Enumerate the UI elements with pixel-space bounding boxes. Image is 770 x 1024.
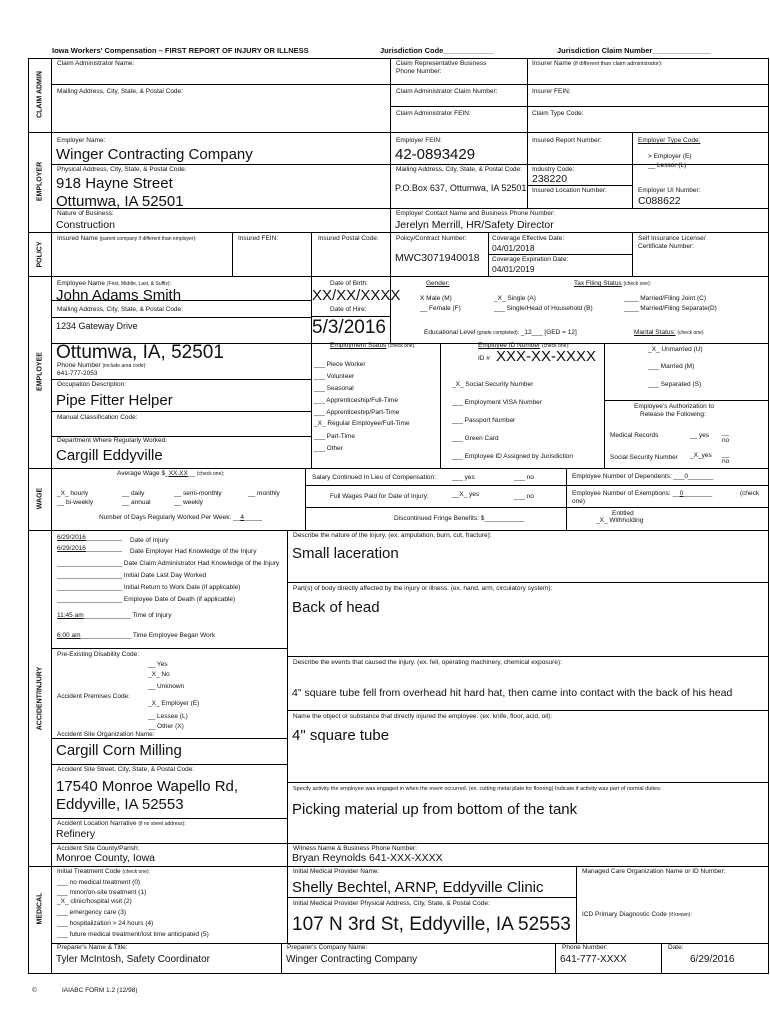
preexisting-label: Pre-Existing Disability Code:: [57, 651, 140, 658]
employee-city: Ottumwa, IA, 52501: [56, 342, 224, 363]
employer-ui: C088622: [638, 195, 681, 207]
section-employee: EMPLOYEE: [36, 352, 44, 391]
release-medical-no: no: [722, 437, 730, 444]
section-accident-injury: ACCIDENT/INJURY: [36, 666, 44, 731]
id-passport: ___ Passport Number: [452, 417, 516, 424]
preexisting-unknown: __ Unknown: [148, 683, 185, 690]
section-employer: EMPLOYER: [36, 161, 44, 202]
body-part-label: Part(s) of body directly affected by the injury or illness. (ex. hand, arm, circulatory system):: [293, 585, 553, 592]
employee-phone: 641-777-2053: [57, 370, 98, 377]
tax-married-separate: ____ Married/Filing Separate(D): [624, 305, 717, 312]
manual-class-label: Manual Classification Code:: [57, 414, 138, 421]
withholding: _X_ Withholding: [596, 517, 644, 524]
employee-id: XXX-XX-XXXX: [496, 348, 597, 365]
preparer-company-label: Preparer's Company Name:: [287, 944, 368, 951]
jurisdiction-claim-number: Jurisdiction Claim Number______________: [557, 46, 711, 55]
coverage-effective: 04/01/2018: [492, 243, 535, 253]
site-street-label: Accident Site Street, City, State, & Postal Code:: [57, 766, 195, 773]
section-claim-admin: CLAIM ADMIN: [36, 71, 44, 118]
employee-name: John Adams Smith: [56, 287, 182, 304]
preparer-phone: 641-777-XXXX: [560, 954, 627, 965]
employer-contact-label: Employer Contact Name and Business Phone Number:: [396, 210, 555, 217]
insured-location-label: Insured Location Number:: [532, 187, 607, 194]
claim-admin-fein-label: Claim Administrator FEIN:: [396, 110, 471, 117]
nature-business: Construction: [56, 219, 115, 231]
employee-id-label: Employee ID Number (check one):: [478, 342, 570, 349]
insured-fein-label: Insured FEIN:: [238, 235, 279, 242]
dependents: Employee Number of Dependents: ___0_______: [572, 473, 714, 480]
managed-care-label: Managed Care Organization Name or ID Number:: [582, 868, 726, 875]
authorization-label: Employee's Authorization to: [634, 403, 715, 410]
withholding-label: Entitled: [612, 510, 634, 517]
status-piece-worker: ___ Piece Worker: [314, 361, 366, 368]
time-began-work: 6:00 am______________ Time Employee Began Work: [57, 632, 216, 639]
injury-nature-label: Describe the nature of the injury. (ex. amputation, burn, cut, fracture):: [293, 532, 492, 539]
employer-mailing-label: Mailing Address, City, State, & Postal Code:: [396, 166, 522, 173]
claim-number-label: Claim Administrator Claim Number:: [396, 88, 498, 95]
return-to-work: __________________ Initial Return to Work Date (if applicable): [57, 584, 241, 591]
divider-wage-accident: [28, 530, 769, 531]
claim-admin-name-label: Claim Administrator Name:: [57, 60, 135, 67]
employer-name: Winger Contracting Company: [56, 146, 253, 163]
release-ssn-no-blank: __: [722, 451, 730, 458]
tax-single: _X_ Single (A): [494, 295, 536, 302]
section-policy: POLICY: [36, 241, 44, 268]
site-name-label: Accident Site Organization Name:: [57, 731, 155, 738]
status-apprentice-full: ___ Apprenticeship/Full-Time: [314, 397, 398, 404]
injury-date: 6/29/2016__________: [57, 534, 123, 541]
department-label: Department Where Regularly Worked:: [57, 437, 168, 444]
employer-fein-label: Employer FEIN:: [396, 137, 442, 144]
full-wages-label: Full Wages Paid for Date of Injury:: [330, 493, 429, 500]
witness-label: Witness Name & Business Phone Number:: [293, 845, 417, 852]
coverage-expiration-label: Coverage Expiration Date:: [492, 256, 569, 263]
insured-name-label: Insured Name (parent company if different than employer):: [57, 235, 197, 242]
exemptions-check-note: (check: [740, 490, 760, 497]
employer-type-lessor: __ Lessor (L): [648, 162, 687, 169]
full-wages-no: ___ no: [514, 493, 534, 500]
department: Cargill Eddyville: [56, 447, 163, 464]
preparer-name-label: Preparer's Name & Title:: [57, 944, 128, 951]
object: 4" square tube: [292, 727, 390, 744]
divider-claim-employer: [28, 132, 769, 133]
preparer-date: 6/29/2016: [690, 954, 735, 965]
wage-monthly: __ monthly: [248, 490, 280, 497]
form-title: Iowa Workers' Compensation – FIRST REPORT OF INJURY OR ILLNESS: [52, 46, 309, 55]
employer-street: 918 Hayne Street: [56, 175, 173, 192]
wage-semi-monthly: __ semi-monthly: [174, 490, 222, 497]
salary-continued-no: ___ no: [514, 474, 534, 481]
section-medical: MEDICAL: [36, 892, 44, 925]
form-number: IAIABC FORM 1.2 (12/98): [62, 987, 138, 994]
salary-continued-yes: ___ yes: [452, 474, 475, 481]
premises-other: __ Other (X): [148, 723, 184, 730]
employer-fein: 42-0893429: [395, 146, 476, 163]
release-ssn-no: no: [722, 458, 730, 465]
wage-hourly: _X_ hourly: [57, 490, 89, 497]
employee-phone-label: Phone Number (include area code):: [57, 362, 147, 369]
events: 4" square tube fell from overhead hit hard hat, then came into contact with the back of his head: [292, 687, 733, 699]
salary-continued-label: Salary Continued In Lieu of Compensation:: [312, 474, 436, 481]
gender-label: Gender:: [426, 280, 450, 287]
authorization-label-2: Release the Following:: [640, 411, 706, 418]
section-column-divider: [51, 58, 52, 974]
employer-name-label: Employer Name:: [57, 137, 106, 144]
preexisting-yes: __ Yes: [148, 661, 168, 668]
site-city: Eddyville, IA 52553: [56, 796, 184, 813]
divider-accident-medical: [28, 866, 769, 867]
treatment-label: Initial Treatment Code (check one):: [57, 868, 150, 875]
nature-business-label: Nature of Business:: [57, 210, 114, 217]
preparer-phone-label: Phone Number:: [562, 944, 608, 951]
treatment-none: ___ no medical treatment (0): [57, 879, 141, 886]
premises-employer: _X_ Employer (E): [148, 700, 200, 707]
release-medical-yes: __ yes: [690, 432, 710, 439]
status-regular: _X_ Regular Employee/Full-Time: [314, 420, 410, 427]
injury-nature: Small laceration: [292, 545, 399, 562]
gender-female: __ Female (F): [420, 305, 461, 312]
preexisting-no: _X_ No: [148, 671, 170, 678]
hire-date-label: Date of Hire:: [330, 306, 367, 313]
claim-type-label: Claim Type Code:: [532, 110, 584, 117]
id-visa: ___ Employment VISA Number: [452, 399, 542, 406]
status-other: ___ Other: [314, 445, 343, 452]
employer-physical-label: Physical Address, City, State, & Postal Code:: [57, 166, 187, 173]
tax-married-joint: ____ Married/Filing Joint (C): [624, 295, 707, 302]
treatment-hospital: ___ hospitalization > 24 hours (4): [57, 920, 154, 927]
claim-rep-phone-label-2: Phone Number:: [396, 68, 442, 75]
last-day-worked: __________________ Initial Date Last Day Worked: [57, 572, 207, 579]
id-assigned: ___ Employee ID Assigned by Jurisdiction: [452, 453, 574, 460]
events-label: Describe the events that caused the injury. (ex. fell, operating machinery, chemical exposure):: [293, 659, 562, 666]
coverage-expiration: 04/01/2019: [492, 264, 535, 274]
wage-annual: __ annual: [122, 499, 151, 506]
date-of-death: __________________ Employee Date of Death (if applicable): [57, 596, 236, 603]
site-street: 17540 Monroe Wapello Rd,: [56, 778, 239, 795]
claim-rep-phone-label: Claim Representative Business: [396, 60, 487, 67]
site-name: Cargill Corn Milling: [56, 742, 182, 759]
status-volunteer: ___ Volunteer: [314, 373, 355, 380]
wage-weekly: __ weekly: [174, 499, 203, 506]
knowledge-date-label: Date Employer Had Knowledge of the Injury: [130, 548, 257, 555]
treatment-clinic: _X_ clinic/hospital visit (2): [57, 898, 132, 905]
treatment-emergency: ___ emergency care (3): [57, 909, 127, 916]
admin-knowledge-date: __________________ Date Claim Administrator Had Knowledge of the Injury: [57, 560, 280, 567]
employment-status-label: Employment Status (check one):: [330, 342, 416, 349]
jurisdiction-code: Jurisdiction Code____________: [380, 46, 494, 55]
id-green-card: ___ Green Card: [452, 435, 499, 442]
premises-lessee: __ Lessee (L): [148, 713, 188, 720]
policy-number-label: Policy/Contract Number:: [396, 235, 467, 242]
preparer-name: Tyler McIntosh, Safety Coordinator: [56, 954, 210, 965]
employee-mailing-label: Mailing Address, City, State, & Postal Code:: [57, 306, 183, 313]
provider: Shelly Bechtel, ARNP, Eddyville Clinic: [292, 879, 544, 896]
provider-label: Initial Medical Provider Name:: [293, 868, 380, 875]
wage-daily: __ daily: [122, 490, 145, 497]
employer-type-employer: ˃ Employer (E): [648, 153, 692, 160]
section-wage: WAGE: [36, 487, 44, 510]
employee-id-prefix: ID #: [478, 355, 490, 362]
provider-address-label: Initial Medical Provider Physical Address, City, State, & Postal Code:: [293, 900, 490, 907]
insured-postal-label: Insured Postal Code:: [318, 235, 379, 242]
activity-label: Specify activity the employee was engaged in when the event occurred. (ex. cutting metal plate for flooring) Indicate if activity was part of normal duties:: [293, 786, 662, 792]
divider-policy-employee: [28, 276, 769, 277]
gender-male: X Male (M): [420, 295, 452, 302]
claim-mailing-label: Mailing Address, City, State, & Postal Code:: [57, 88, 183, 95]
tax-head-household: ___ Single/Head of Household (B): [494, 305, 593, 312]
employee-street: 1234 Gateway Drive: [56, 321, 138, 331]
tax-status-label: Tax Filing Status (check one):: [574, 280, 652, 287]
employer-mailing: P.O.Box 637, Ottumwa, IA 52501: [395, 183, 527, 193]
treatment-minor: ___ minor/on-site treatment (1): [57, 889, 147, 896]
county: Monroe County, Iowa: [56, 852, 156, 864]
occupation: Pipe Fitter Helper: [56, 392, 173, 409]
employer-ui-label: Employer UI Number:: [638, 187, 701, 194]
status-apprentice-part: ___ Apprenticeship/Part-Time: [314, 409, 400, 416]
average-wage: Average Wage $_XX.XX__ (check one):: [117, 470, 225, 477]
self-insurance-label-2: Certificate Number:: [638, 243, 694, 250]
preparer-date-label: Date:: [668, 944, 684, 951]
knowledge-date: 6/29/2016__________: [57, 545, 123, 552]
icd-code-label: ICD Primary Diagnostic Code (if known):: [582, 911, 692, 918]
time-of-injury: 11:45 am_____________ Time of Injury: [57, 612, 172, 619]
preparer-company: Winger Contracting Company: [286, 954, 418, 965]
marital-unmarried: _X_ Unmarried (U): [648, 346, 703, 353]
status-seasonal: ___ Seasonal: [314, 385, 354, 392]
self-insurance-label: Self Insurance License/: [638, 235, 706, 242]
body-part: Back of head: [292, 599, 380, 616]
provider-address: 107 N 3rd St, Eddyville, IA 52553: [292, 914, 571, 935]
employee-name-label: Employee Name (First, Middle, Last, & Suffix):: [57, 280, 171, 287]
days-per-week: Number of Days Regularly Worked Per Week: __4_____: [99, 514, 263, 521]
release-ssn: Social Security Number: [610, 454, 678, 461]
narrative-label: Accident Location Narrative (if no street address):: [57, 820, 186, 827]
injury-date-label: Date of Injury: [130, 537, 169, 544]
exemptions-check-note-2: one): [572, 498, 586, 505]
industry-code: 238220: [532, 173, 568, 185]
dob-label: Date of Birth:: [330, 280, 368, 287]
object-label: Name the object or substance that directly injured the employee. (ex. knife, floor, acid, oil):: [293, 713, 553, 720]
fringe-benefits: Discontinued Fringe Benefits: $___________: [394, 515, 525, 522]
employer-type-label: Employer Type Code:: [638, 137, 701, 144]
release-ssn-yes: _X_yes: [690, 452, 712, 459]
activity: Picking material up from bottom of the tank: [292, 801, 578, 818]
coverage-effective-label: Coverage Effective Date:: [492, 235, 565, 242]
education-level: Educational Level (grade completed): _12___ [GED = 12]: [424, 329, 577, 336]
insurer-fein-label: Insurer FEIN:: [532, 88, 571, 95]
insurer-name-label: Insurer Name (if different than claim administrator):: [532, 60, 663, 67]
treatment-future: ___ future medical treatment/lost time anticipated (5): [57, 931, 209, 938]
marital-separated: ___ Separated (S): [648, 381, 702, 388]
narrative: Refinery: [56, 828, 96, 840]
policy-number: MWC3071940018: [395, 252, 480, 264]
divider-employer-policy: [28, 232, 769, 233]
release-medical-records: Medical Records: [610, 432, 659, 439]
dob: XX/XX/XXXX: [312, 287, 401, 304]
id-ssn: _X_ Social Security Number: [452, 381, 534, 388]
marital-status-label: Marital Status: (check one): [634, 329, 704, 336]
copyright-symbol: ©: [32, 987, 37, 994]
divider-employee-wage: [28, 468, 769, 469]
county-label: Accident Site County/Parish:: [57, 845, 140, 852]
occupation-label: Occupation Description:: [57, 381, 127, 388]
wage-bi-weekly: __ bi-weekly: [57, 499, 94, 506]
exemptions: Employee Number of Exemptions: __0________: [572, 490, 713, 497]
hire-date: 5/3/2016: [312, 317, 386, 338]
employer-city: Ottumwa, IA 52501: [56, 193, 184, 210]
witness: Bryan Reynolds 641-XXX-XXXX: [292, 852, 443, 864]
premises-label: Accident Premises Code:: [57, 693, 130, 700]
industry-code-label: Industry Code:: [532, 166, 575, 173]
status-part-time: ___ Part-Time: [314, 433, 355, 440]
full-wages-yes: __X_ yes: [452, 491, 480, 498]
employer-contact: Jerelyn Merrill, HR/Safety Director: [395, 219, 554, 231]
release-medical-no-blank: __: [722, 429, 730, 436]
insured-report-label: Insured Report Number:: [532, 137, 602, 144]
marital-married: ___ Married (M): [648, 363, 695, 370]
